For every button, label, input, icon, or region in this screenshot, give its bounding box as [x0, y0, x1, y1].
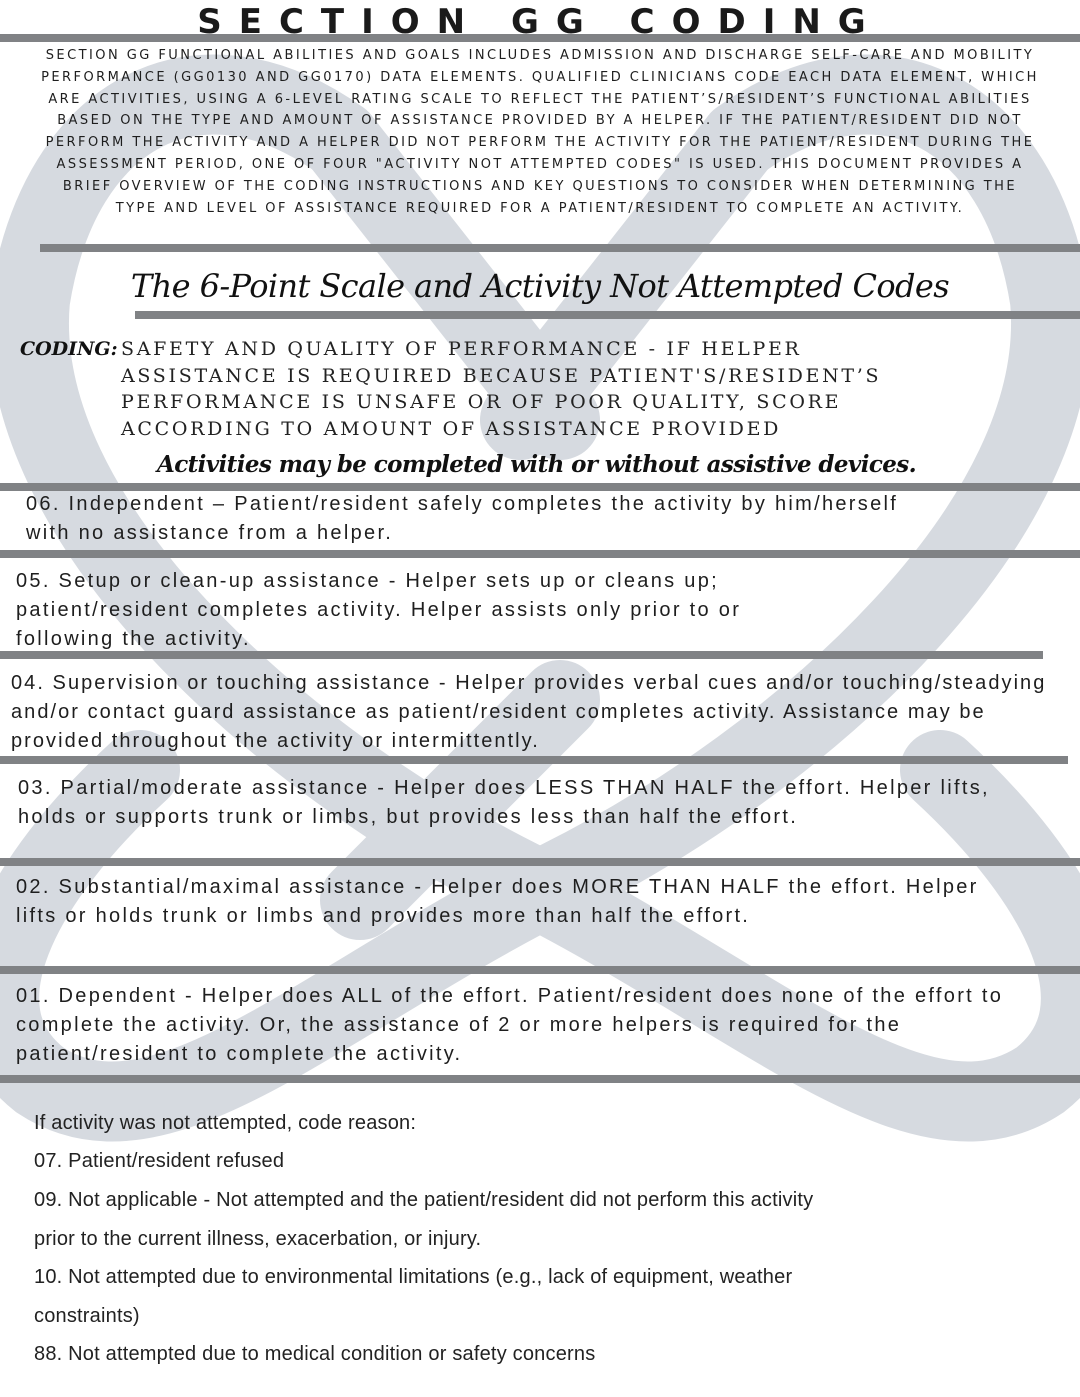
page-title: SECTION GG CODING: [197, 2, 883, 42]
coding-description: SAFETY AND QUALITY OF PERFORMANCE - IF HELPER ASSISTANCE IS REQUIRED BECAUSE PATIENT'S/RESIDENT’S PERFORMANCE IS UNSAFE OR OF POOR QUALITY, SCORE ACCORDING TO AMOUNT OF ASSISTANCE PROVIDED: [121, 338, 882, 440]
intro-paragraph: SECTION GG FUNCTIONAL ABILITIES AND GOALS INCLUDES ADMISSION AND DISCHARGE SELF-CARE AND MOBILITY PERFORMANCE (GG0130 AND GG0170) DATA ELEMENTS. QUALIFIED CLINICIANS CODE EACH DATA ELEMENT, WHICH ARE ACTIVITIES, USING A 6-LEVEL RATING SCALE TO REFLECT THE PATIENT’S/RESIDENT’S FUNCTIONAL ABILITIES BASED ON THE TYPE AND AMOUNT OF ASSISTANCE PROVIDED BY A HELPER. IF THE PATIENT/RESIDENT DID NOT PERFORM THE ACTIVITY AND A HELPER DID NOT PERFORM THE ACTIVITY FOR THE PATIENT/RESIDENT DURING THE ASSESSMENT PERIOD, ONE OF FOUR "ACTIVITY NOT ATTEMPTED CODES" IS USED. THIS DOCUMENT PROVIDES A BRIEF OVERVIEW OF THE CODING INSTRUCTIONS AND KEY QUESTIONS TO CONSIDER WHEN DETERMINING THE TYPE AND LEVEL OF ASSISTANCE REQUIRED FOR A PATIENT/RESIDENT TO COMPLETE AN ACTIVITY.: [41, 48, 1039, 216]
level-01-dependent: 01. Dependent - Helper does ALL of the effort. Patient/resident does none of the effort to complete the activity. Or, the assistance of 2 or more helpers is required for the patient/resident to complete the activity.: [16, 985, 1004, 1065]
code-10-environmental: 10. Not attempted due to environmental limitations (e.g., lack of equipment, weather constraints): [34, 1266, 793, 1327]
divider-rule: [40, 244, 1080, 252]
divider-rule: [135, 311, 1080, 319]
not-attempted-intro: If activity was not attempted, code reason:: [34, 1112, 417, 1134]
divider-rule: [0, 756, 1068, 764]
code-88-medical: 88. Not attempted due to medical condition or safety concerns: [34, 1343, 596, 1365]
scale-heading: The 6-Point Scale and Activity Not Attempted Codes: [130, 267, 950, 305]
level-02-substantial: 02. Substantial/maximal assistance - Helper does MORE THAN HALF the effort. Helper lifts or holds trunk or limbs and provides more than half the effort.: [16, 876, 979, 927]
coding-label: CODING:: [20, 338, 118, 360]
level-04-supervision: 04. Supervision or touching assistance - Helper provides verbal cues and/or touching/steadying and/or contact guard assistance as patient/resident completes activity. Assistance may be provided throughout the activity or intermittently.: [11, 672, 1047, 752]
code-09-not-applicable: 09. Not applicable - Not attempted and the patient/resident did not perform this activity prior to the current illness, exacerbation, or injury.: [34, 1189, 814, 1250]
divider-rule: [0, 858, 1080, 866]
divider-rule: [0, 1075, 1080, 1083]
assistive-devices-note: Activities may be completed with or without assistive devices.: [156, 451, 917, 478]
level-03-partial: 03. Partial/moderate assistance - Helper does LESS THAN HALF the effort. Helper lifts, holds or supports trunk or limbs, but provides less than half the effort.: [18, 777, 990, 828]
divider-rule: [0, 550, 1080, 558]
code-07-refused: 07. Patient/resident refused: [34, 1150, 285, 1172]
level-06-independent: 06. Independent – Patient/resident safely completes the activity by him/herself with no assistance from a helper.: [26, 493, 899, 544]
level-05-setup: 05. Setup or clean-up assistance - Helper sets up or cleans up; patient/resident completes activity. Helper assists only prior to or following the activity.: [16, 570, 742, 650]
divider-rule: [0, 966, 1080, 974]
